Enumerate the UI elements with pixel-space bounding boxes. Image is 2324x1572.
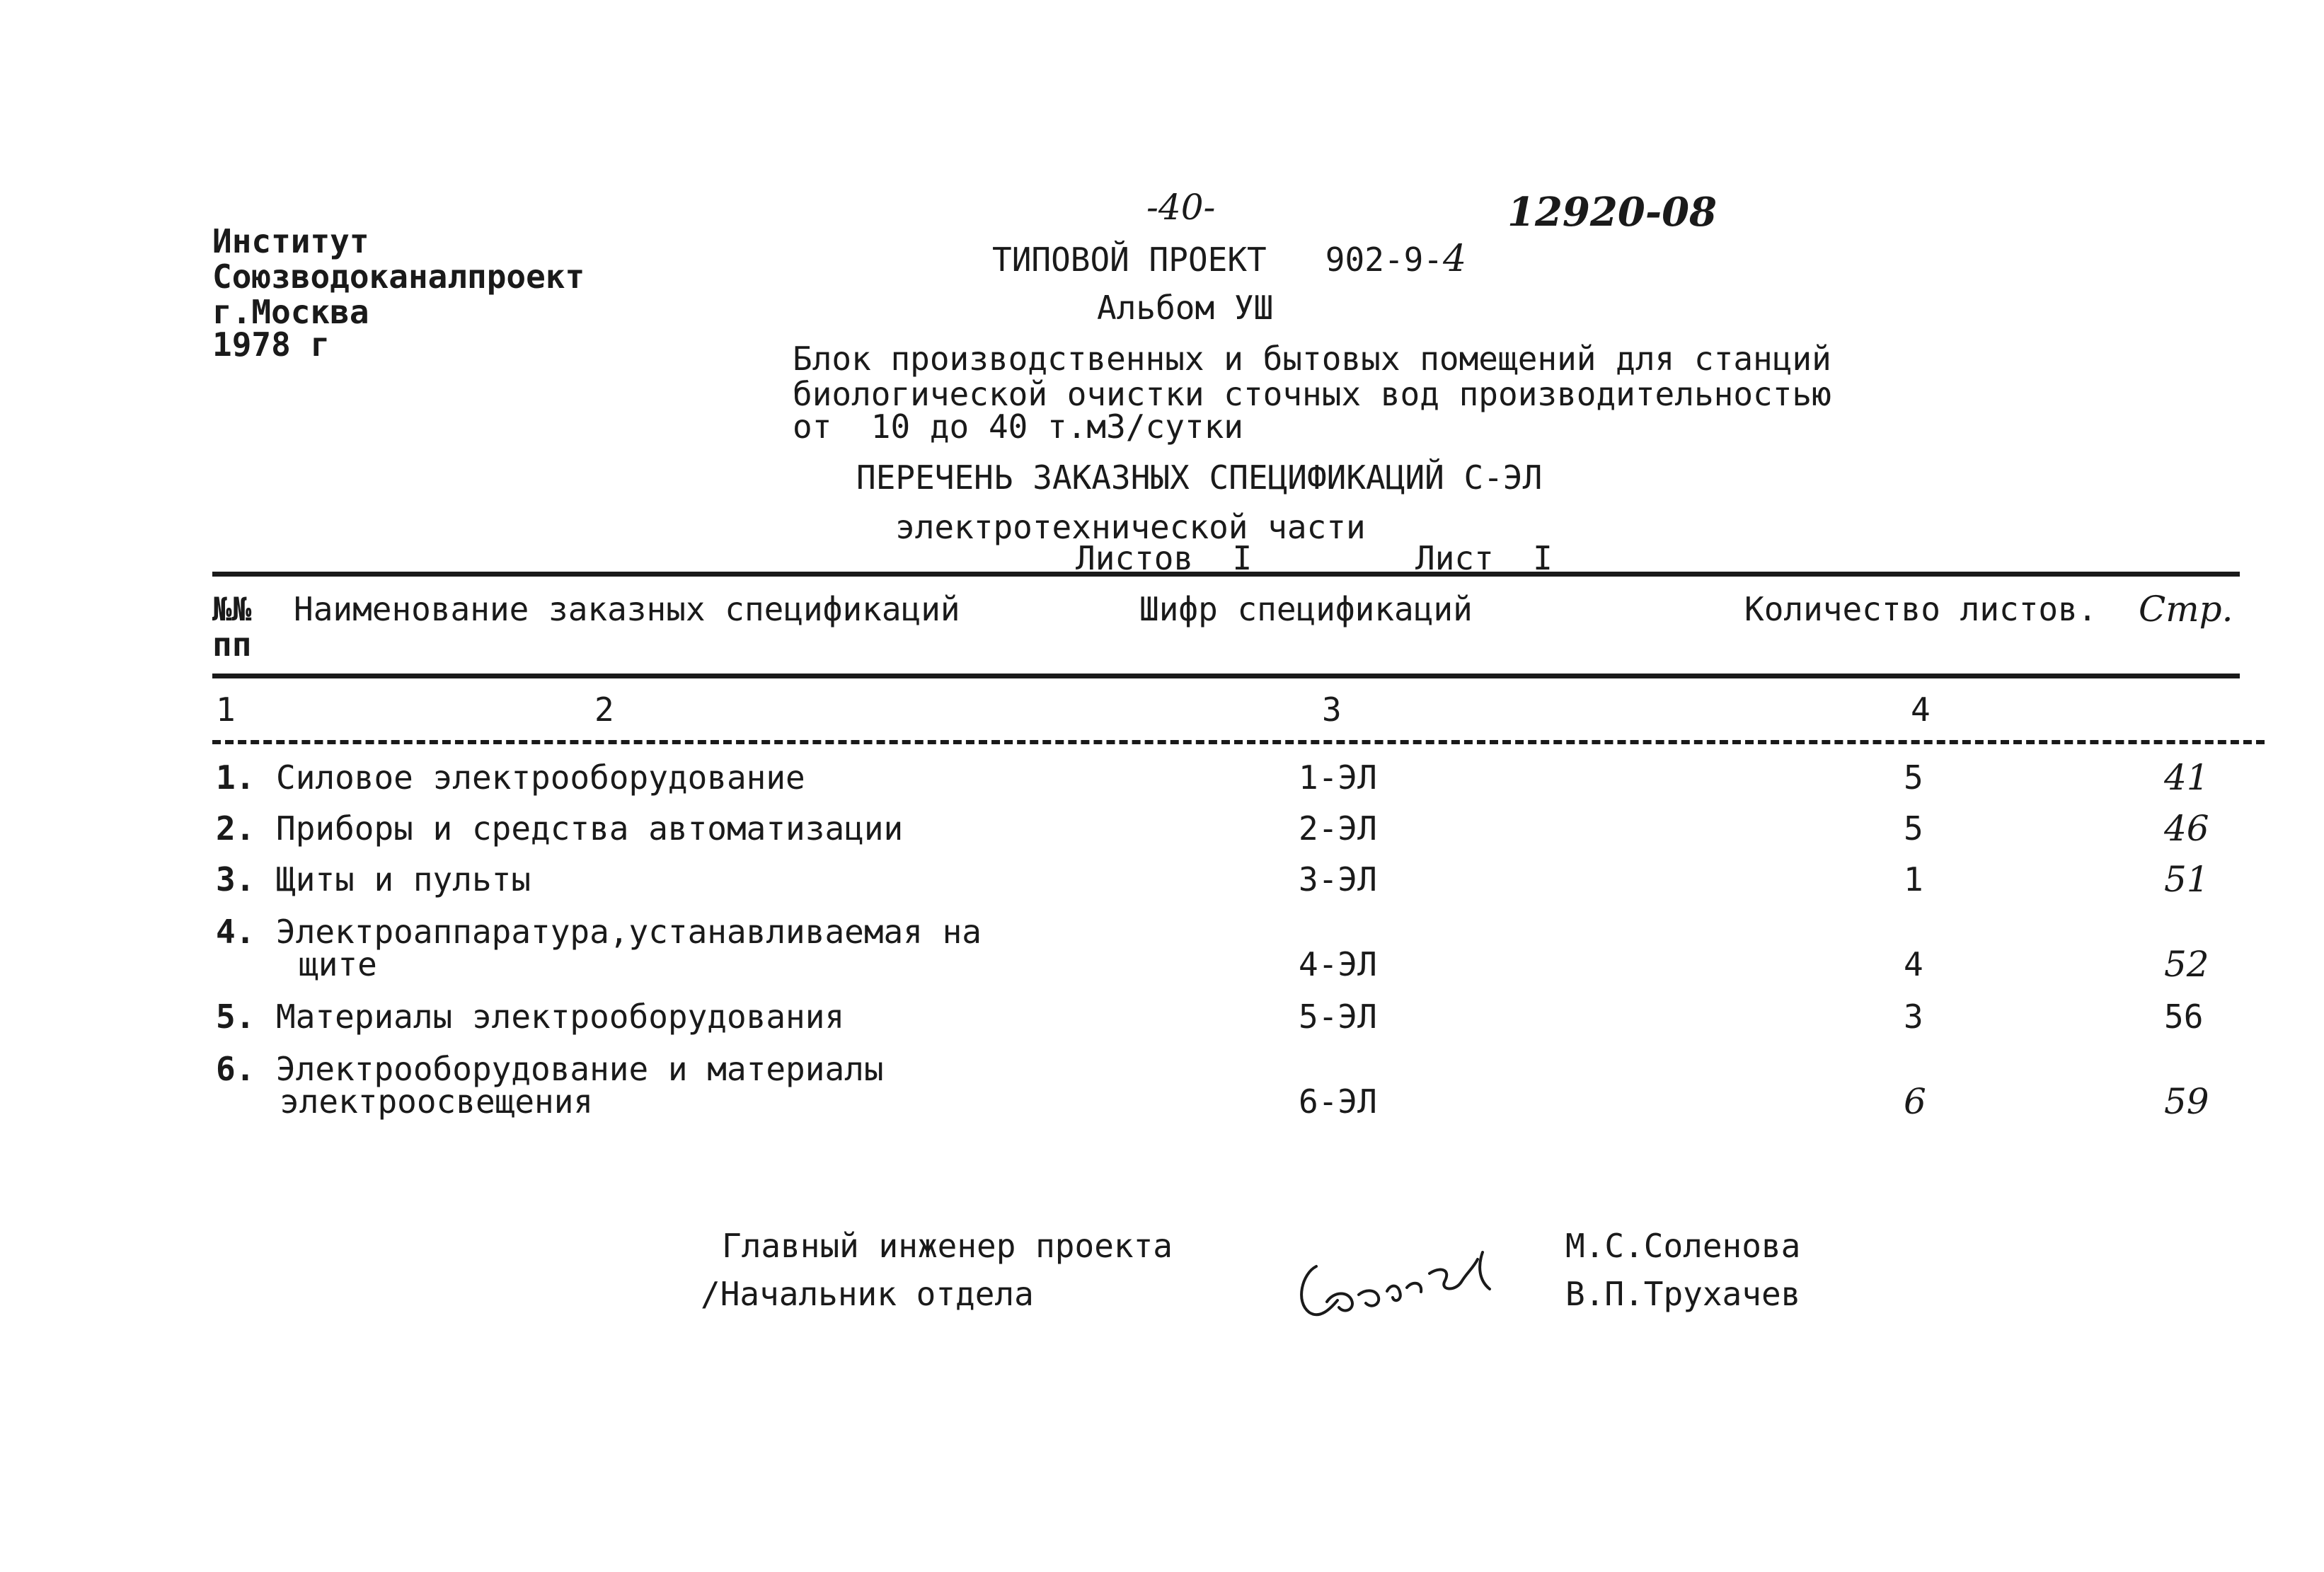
row-number: 2. bbox=[216, 809, 255, 848]
row-name-continuation: электроосвещения bbox=[280, 1082, 594, 1121]
role-chief-engineer: Главный инженер проекта bbox=[722, 1227, 1173, 1265]
album-label: Альбом УШ bbox=[1097, 289, 1274, 327]
description-line: от 10 до 40 т.м3/сутки bbox=[793, 408, 1243, 446]
header-qty: Количество листов. bbox=[1744, 590, 2098, 628]
row-code: 6-ЭЛ bbox=[1299, 1082, 1377, 1121]
row-name: Приборы и средства автоматизации bbox=[276, 809, 904, 848]
row-qty: 5 bbox=[1904, 758, 1923, 797]
row-qty: 6 bbox=[1904, 1081, 1926, 1122]
row-number: 1. bbox=[216, 758, 255, 797]
name-chief-engineer: М.С.Соленова bbox=[1565, 1227, 1801, 1265]
row-code: 1-ЭЛ bbox=[1299, 758, 1377, 797]
row-name: Материалы электрооборудования bbox=[276, 998, 845, 1036]
row-qty: 4 bbox=[1904, 945, 1923, 983]
row-page: 51 bbox=[2164, 859, 2209, 900]
column-number: 2 bbox=[594, 690, 614, 729]
dashed-rule bbox=[212, 740, 2265, 744]
row-number: 4. bbox=[216, 913, 255, 951]
project-suffix: 4 bbox=[1442, 238, 1467, 280]
row-page: 56 bbox=[2164, 998, 2204, 1036]
document-subtitle: электротехнической части bbox=[895, 508, 1366, 546]
row-name: Электроаппаратура,устанавливаемая на bbox=[276, 913, 982, 951]
handwritten-signature bbox=[1288, 1224, 1529, 1330]
role-department-head: /Начальник отдела bbox=[701, 1275, 1034, 1313]
row-name: Щиты и пульты bbox=[276, 860, 531, 898]
column-number: 1 bbox=[216, 690, 236, 729]
row-number: 3. bbox=[216, 860, 255, 898]
column-number: 4 bbox=[1911, 690, 1931, 729]
row-name: Электрооборудование и материалы bbox=[276, 1050, 884, 1088]
project-number bbox=[992, 238, 1467, 280]
institute-line: г.Москва bbox=[212, 293, 369, 331]
institute-line: 1978 г bbox=[212, 325, 330, 364]
description-line: Блок производственных и бытовых помещений для станций bbox=[793, 340, 1831, 378]
row-page: 52 bbox=[2164, 944, 2209, 985]
inventory-number: 12920-08 bbox=[1507, 189, 1717, 236]
document-title: ПЕРЕЧЕНЬ ЗАКАЗНЫХ СПЕЦИФИКАЦИЙ С-ЭЛ bbox=[856, 458, 1543, 497]
row-qty: 1 bbox=[1904, 860, 1923, 898]
institute-line: Институт bbox=[212, 222, 369, 260]
column-number: 3 bbox=[1322, 690, 1342, 729]
row-page: 46 bbox=[2164, 808, 2209, 849]
row-name: Силовое электрооборудование bbox=[276, 758, 805, 797]
row-page: 41 bbox=[2164, 757, 2209, 798]
row-code: 4-ЭЛ bbox=[1299, 945, 1377, 983]
header-num-line1: №№ bbox=[212, 590, 252, 628]
header-name: Наименование заказных спецификаций bbox=[294, 590, 960, 628]
description-line: биологической очистки сточных вод производительностью bbox=[793, 375, 1831, 413]
page-number: -40- bbox=[1146, 187, 1216, 228]
row-number: 6. bbox=[216, 1050, 255, 1088]
table-top-rule bbox=[212, 572, 2240, 577]
header-code: Шифр спецификаций bbox=[1139, 590, 1473, 628]
header-rule bbox=[212, 674, 2240, 678]
name-department-head: В.П.Трухачев bbox=[1565, 1275, 1801, 1313]
sheets-total: Листов I bbox=[1076, 539, 1253, 577]
row-code: 2-ЭЛ bbox=[1299, 809, 1377, 848]
row-number: 5. bbox=[216, 998, 255, 1036]
row-qty: 3 bbox=[1904, 998, 1923, 1036]
row-code: 5-ЭЛ bbox=[1299, 998, 1377, 1036]
row-page: 59 bbox=[2164, 1081, 2209, 1122]
header-num-line2: пп bbox=[212, 625, 252, 664]
header-page: Стр. bbox=[2139, 589, 2233, 630]
row-qty: 5 bbox=[1904, 809, 1923, 848]
project-line: ТИПОВОЙ ПРОЕКТ 902-9- bbox=[992, 241, 1443, 279]
row-code: 3-ЭЛ bbox=[1299, 860, 1377, 898]
row-name-continuation: щите bbox=[299, 945, 377, 983]
sheet-current: Лист I bbox=[1415, 539, 1553, 577]
institute-line: Союзводоканалпроект bbox=[212, 258, 585, 296]
